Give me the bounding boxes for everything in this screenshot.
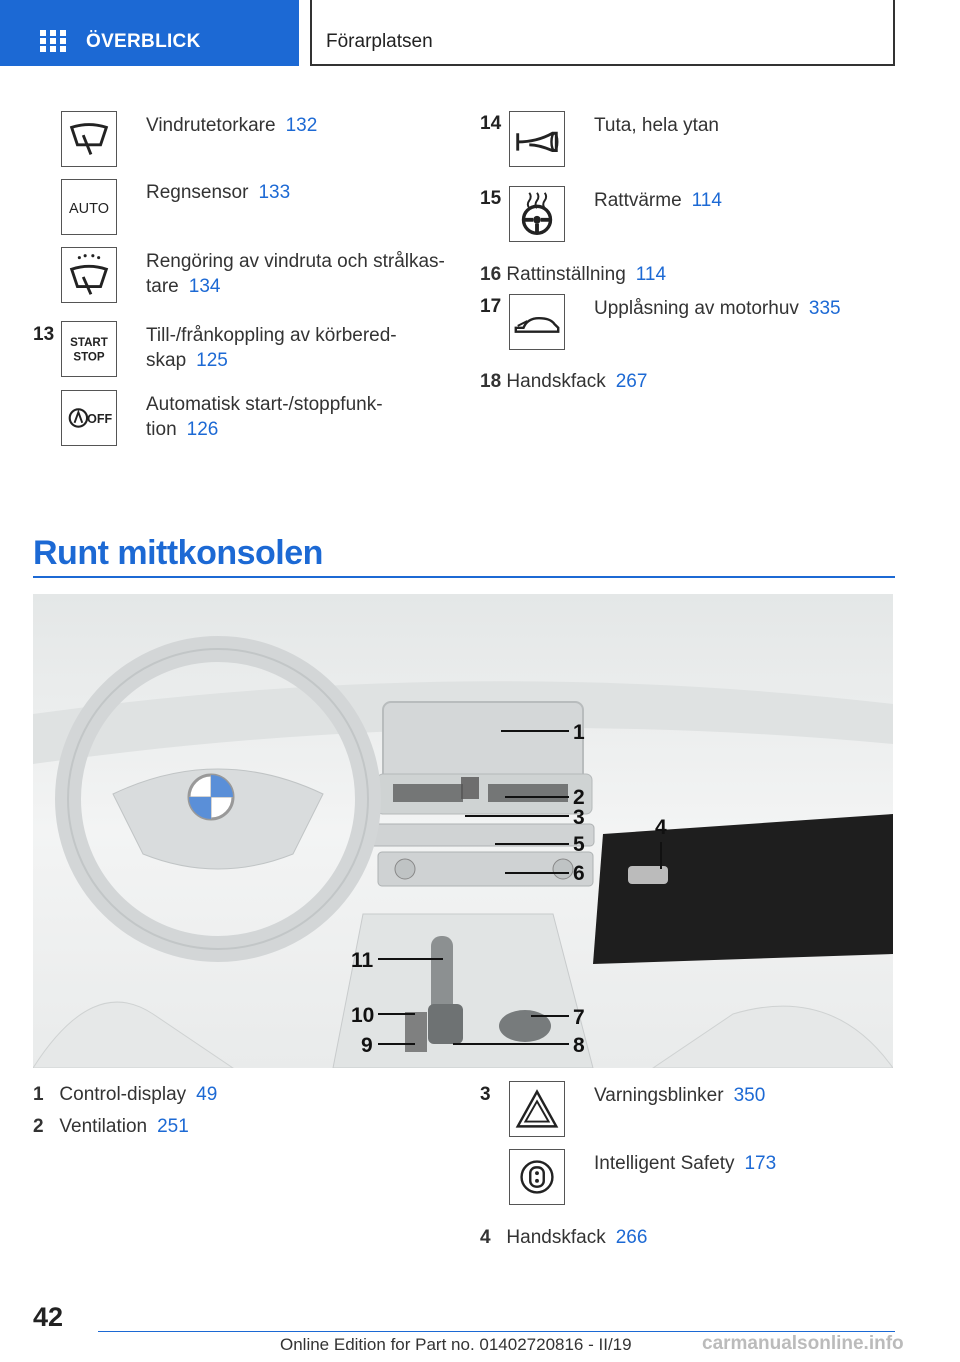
edition-text: Online Edition for Part no. 01402720816 - II/19 <box>280 1335 632 1354</box>
callout-8: 8 <box>573 1034 585 1057</box>
start-stop-icon <box>61 321 117 377</box>
item-number: 15 <box>480 188 502 209</box>
page-ref[interactable]: 335 <box>808 298 841 319</box>
hood-release-icon <box>509 294 565 350</box>
callout-1: 1 <box>573 721 585 744</box>
list-item: Automatisk start-/stoppfunk- tion 126 <box>146 394 383 440</box>
callout-5: 5 <box>573 833 585 856</box>
svg-text:OFF: OFF <box>87 411 113 426</box>
page-ref[interactable]: 266 <box>615 1227 648 1248</box>
svg-text:STOP: STOP <box>73 351 105 364</box>
list-item: Rattvärme 114 <box>594 190 722 211</box>
callout-7: 7 <box>573 1006 585 1029</box>
auto-icon-text: AUTO <box>69 200 109 217</box>
callout-10: 10 <box>351 1004 375 1027</box>
wiper-icon <box>61 111 117 167</box>
list-item: Regnsensor 133 <box>146 182 291 203</box>
list-item: 18 Handskfack 267 <box>480 371 648 392</box>
overview-tab-label: ÖVERBLICK <box>86 31 201 52</box>
item-number: 18 <box>480 371 502 392</box>
list-item: Vindrutetorkare 132 <box>146 115 318 136</box>
item-number: 17 <box>480 296 502 317</box>
page-ref[interactable]: 114 <box>635 264 667 285</box>
list-item: 1 Control-display 49 <box>33 1084 218 1105</box>
item-number: 16 <box>480 264 502 285</box>
watermark: carmanualsonline.info <box>702 1333 904 1354</box>
callout-11: 11 <box>351 949 374 972</box>
horn-icon <box>509 111 565 167</box>
list-item: 16 Rattinställning 114 <box>480 264 667 285</box>
page-ref[interactable]: 49 <box>196 1084 218 1105</box>
item-number: 14 <box>480 113 502 134</box>
callout-6: 6 <box>573 862 585 885</box>
list-item: Upplåsning av motorhuv 335 <box>594 298 841 319</box>
section-title: Runt mittkonsolen <box>33 534 323 572</box>
hazard-icon <box>509 1081 565 1137</box>
list-item: 2 Ventilation 251 <box>33 1116 189 1137</box>
section-divider <box>33 576 895 578</box>
page-ref[interactable]: 134 <box>188 276 221 297</box>
overview-tab[interactable] <box>0 0 299 66</box>
page-ref[interactable]: 132 <box>285 115 318 136</box>
page-ref[interactable]: 350 <box>733 1085 766 1106</box>
dashboard-illustration <box>33 594 893 1068</box>
item-number: 13 <box>33 324 55 345</box>
list-item: Rengöring av vindruta och strålkas- tare 134 <box>146 251 445 297</box>
page-ref[interactable]: 251 <box>157 1116 189 1137</box>
item-number: 4 <box>480 1227 491 1248</box>
page-ref[interactable]: 133 <box>258 182 291 203</box>
intelligent-safety-icon <box>509 1149 565 1205</box>
page-header <box>0 0 960 66</box>
page-number: 42 <box>33 1302 64 1332</box>
callout-2: 2 <box>573 786 585 809</box>
auto-icon <box>61 179 117 235</box>
page-ref[interactable]: 125 <box>196 350 228 371</box>
footer-divider <box>98 1331 895 1332</box>
callout-4: 4 <box>655 816 667 839</box>
page-ref[interactable]: 173 <box>744 1153 777 1174</box>
item-number: 3 <box>480 1084 491 1105</box>
steering-heat-icon <box>509 186 565 242</box>
page-ref[interactable]: 267 <box>615 371 648 392</box>
auto-start-stop-off-icon <box>61 390 117 446</box>
chapter-title: Förarplatsen <box>326 31 433 52</box>
list-item: Varningsblinker 350 <box>594 1085 766 1106</box>
callout-3: 3 <box>573 806 585 829</box>
chapter-title-box <box>310 0 895 66</box>
list-item: Till-/frånkoppling av körbered- skap 125 <box>146 325 397 371</box>
callout-9: 9 <box>361 1034 373 1057</box>
list-item: Intelligent Safety 173 <box>594 1153 777 1174</box>
washer-icon <box>61 247 117 303</box>
page-ref[interactable]: 114 <box>691 190 722 211</box>
grid-icon <box>40 30 66 52</box>
item-number: 1 <box>33 1084 44 1105</box>
list-item: Tuta, hela ytan <box>594 115 719 136</box>
list-item: 4 Handskfack 266 <box>480 1227 648 1248</box>
page-ref[interactable]: 126 <box>186 419 219 440</box>
item-number: 2 <box>33 1116 44 1137</box>
svg-text:START: START <box>70 337 108 350</box>
